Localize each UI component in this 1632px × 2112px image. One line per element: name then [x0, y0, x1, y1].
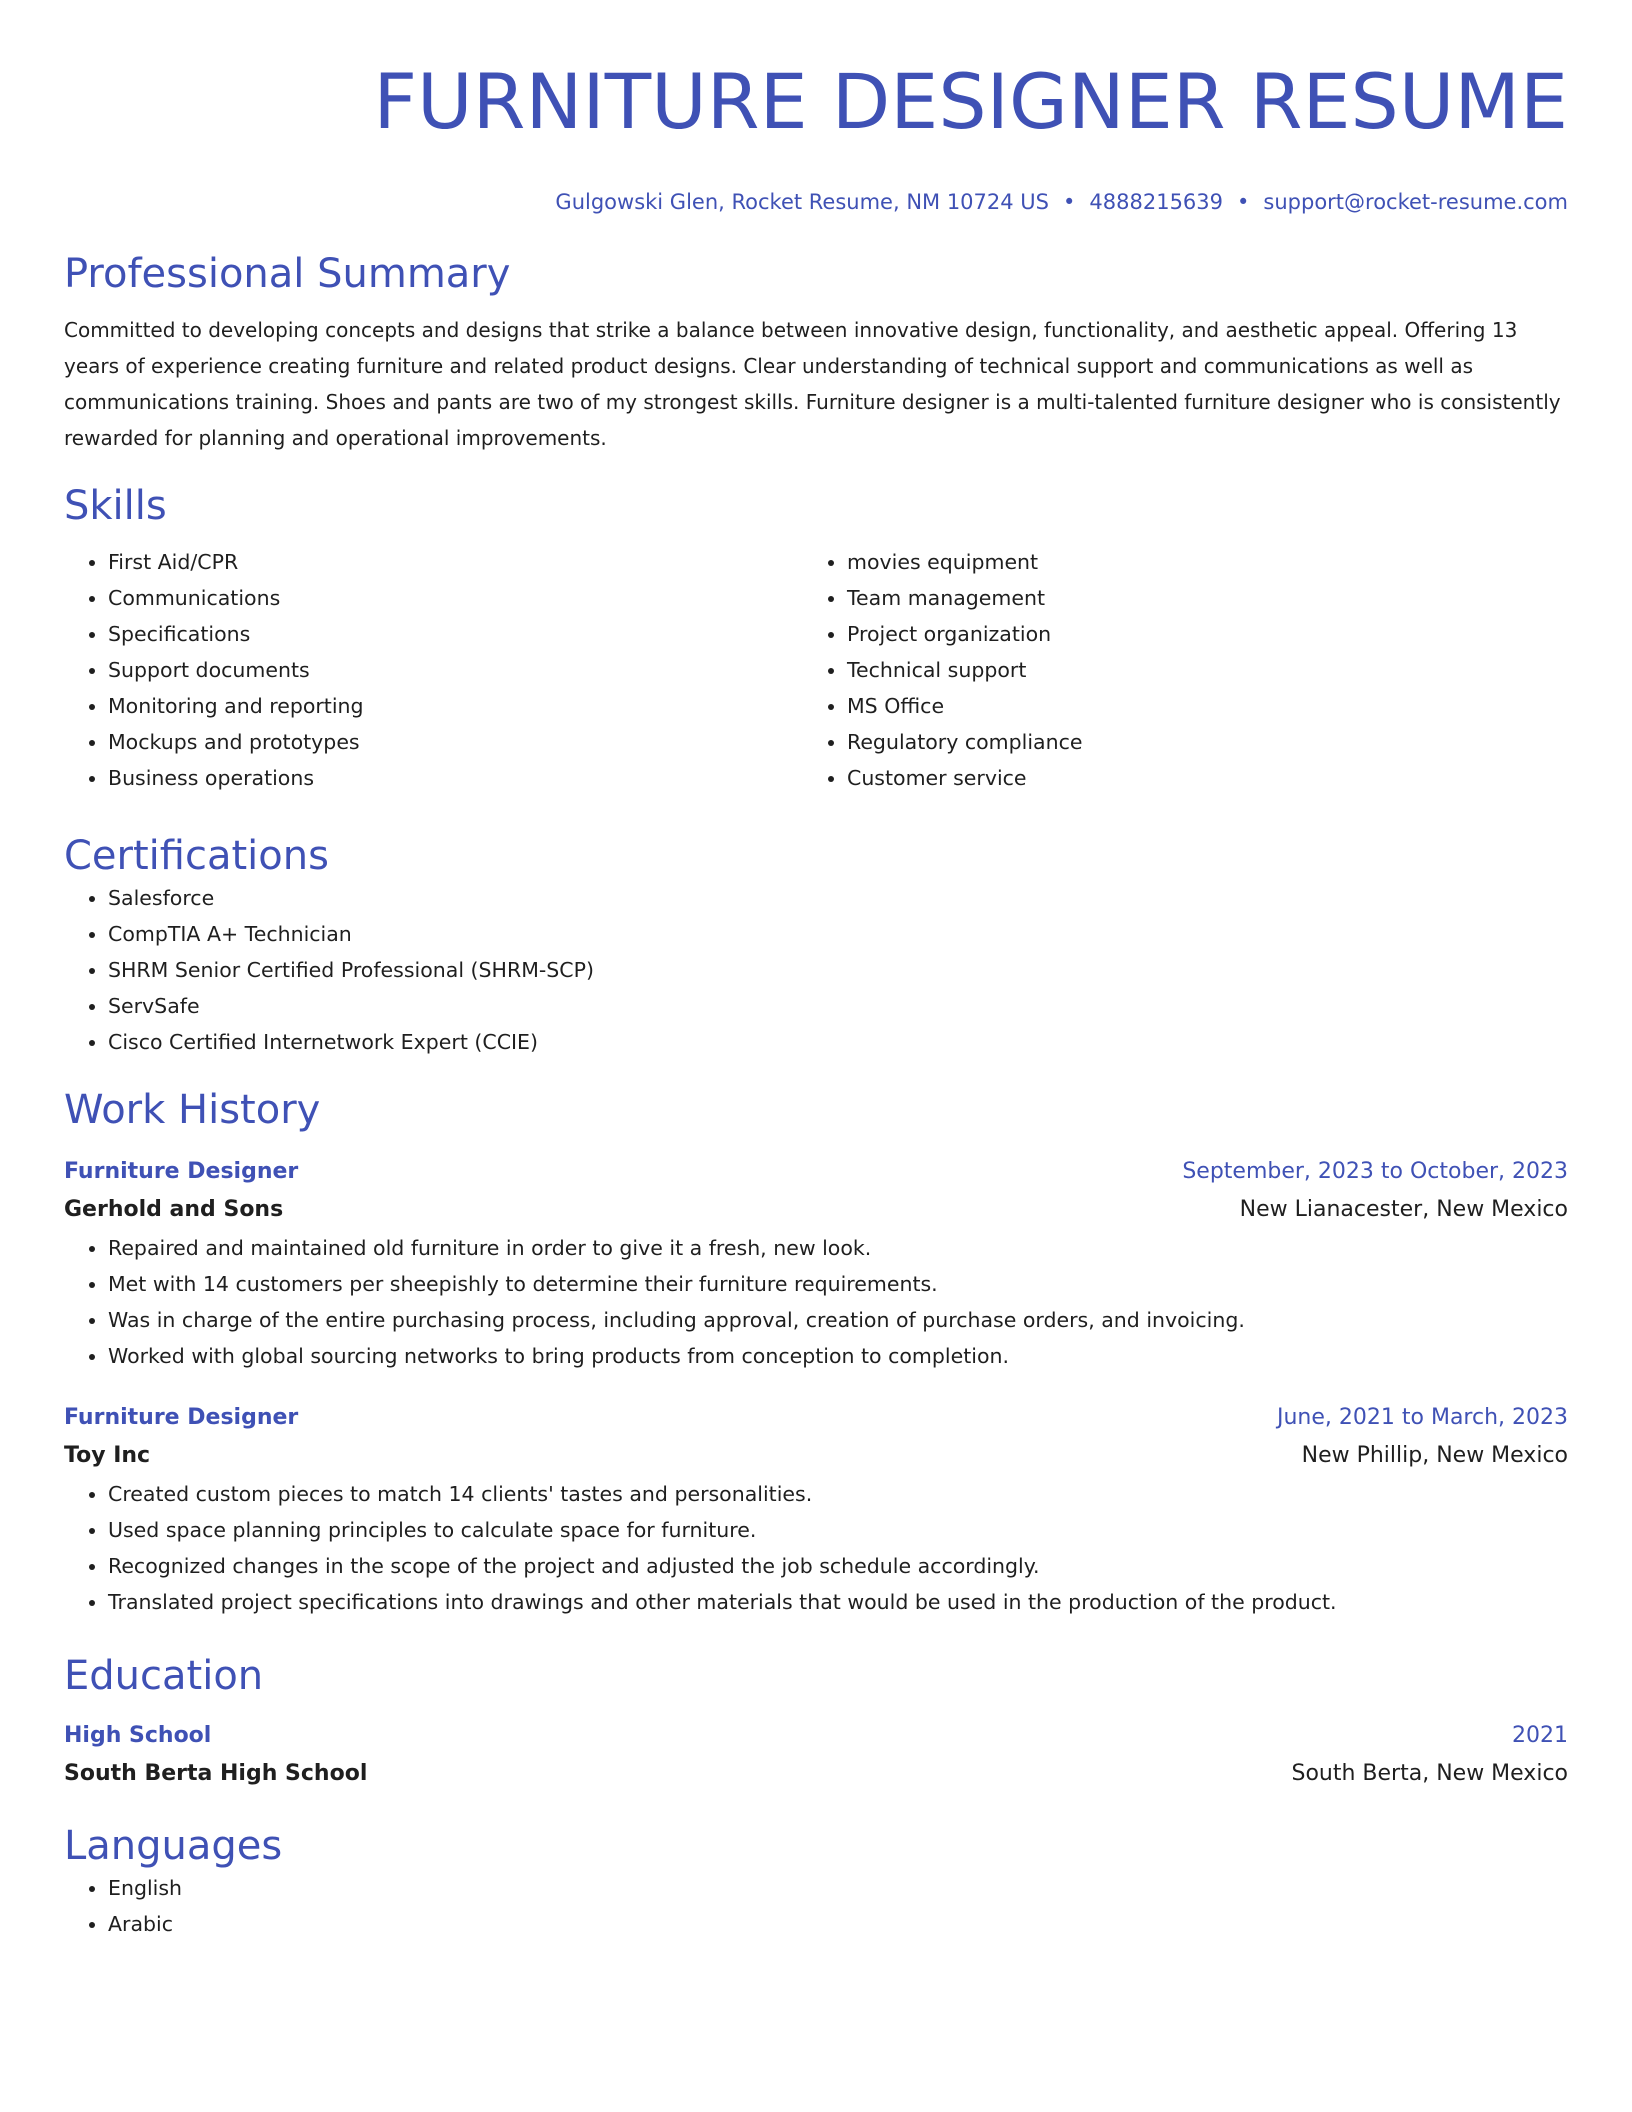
education-school: South Berta High School — [64, 1761, 368, 1786]
job-bullet: • Worked with global sourcing networks to bring products from conception to completion. — [108, 1338, 1568, 1374]
skill-item: • Mockups and prototypes — [108, 724, 803, 760]
skill-item: • MS Office — [847, 688, 1542, 724]
education-year: 2021 — [1512, 1723, 1568, 1748]
skill-item: • First Aid/CPR — [108, 544, 803, 580]
job-dates: September, 2023 to October, 2023 — [1182, 1159, 1568, 1184]
certification-item: • Salesforce — [108, 880, 1568, 916]
job-company: Gerhold and Sons — [64, 1197, 284, 1222]
skill-item: • Business operations — [108, 760, 803, 796]
contact-phone: 4888215639 — [1089, 190, 1224, 214]
job-bullet: • Translated project specifications into drawings and other materials that would be used in the production of the product. — [108, 1584, 1568, 1620]
certifications-heading: Certifications — [64, 833, 329, 879]
education-heading: Education — [64, 1653, 264, 1699]
job-company-row — [64, 1190, 1568, 1230]
certification-item: • CompTIA A+ Technician — [108, 916, 1568, 952]
education-location: South Berta, New Mexico — [1291, 1761, 1568, 1786]
job-entry — [64, 1400, 1568, 1620]
job-bullet: • Repaired and maintained old furniture in order to give it a fresh, new look. — [108, 1230, 1568, 1266]
education-header-row — [64, 1718, 1568, 1754]
summary-heading: Professional Summary — [64, 251, 511, 297]
job-bullet: • Recognized changes in the scope of the project and adjusted the job schedule accordingly. — [108, 1548, 1568, 1584]
skills-list-left — [64, 544, 803, 796]
contact-address: Gulgowski Glen, Rocket Resume, NM 10724 US — [555, 190, 1050, 214]
skills-grid — [64, 544, 1568, 796]
job-company-row — [64, 1436, 1568, 1476]
job-header-row — [64, 1400, 1568, 1436]
job-role: Furniture Designer — [64, 1159, 299, 1184]
skill-item: • Specifications — [108, 616, 803, 652]
job-role: Furniture Designer — [64, 1405, 299, 1430]
contact-separator: • — [1237, 190, 1250, 214]
job-bullet: • Met with 14 customers per sheepishly to determine their furniture requirements. — [108, 1266, 1568, 1302]
job-company: Toy Inc — [64, 1443, 151, 1468]
job-entry — [64, 1154, 1568, 1374]
skill-item: • movies equipment — [847, 544, 1542, 580]
job-location: New Phillip, New Mexico — [1301, 1443, 1568, 1468]
contact-email: support@rocket-resume.com — [1263, 190, 1568, 214]
skill-item: • Regulatory compliance — [847, 724, 1542, 760]
skill-item: • Monitoring and reporting — [108, 688, 803, 724]
education-entry — [64, 1718, 1568, 1794]
certifications-list — [64, 880, 1568, 1060]
skill-item: • Customer service — [847, 760, 1542, 796]
job-bullet: • Used space planning principles to calculate space for furniture. — [108, 1512, 1568, 1548]
skill-item: • Support documents — [108, 652, 803, 688]
job-location: New Lianacester, New Mexico — [1239, 1197, 1568, 1222]
skills-column-right — [803, 544, 1542, 796]
education-school-row — [64, 1754, 1568, 1794]
certifications-section — [64, 832, 1568, 1060]
skill-item: • Project organization — [847, 616, 1542, 652]
skills-section — [64, 482, 1568, 796]
language-item: • Arabic — [108, 1906, 1568, 1942]
job-dates: June, 2021 to March, 2023 — [1277, 1405, 1568, 1430]
skill-item: • Team management — [847, 580, 1542, 616]
summary-section — [64, 250, 1568, 456]
languages-section — [64, 1822, 1568, 1942]
skills-column-left — [64, 544, 803, 796]
skills-heading: Skills — [64, 483, 167, 529]
education-degree: High School — [64, 1723, 212, 1748]
contact-line — [64, 188, 1568, 216]
job-bullet: • Was in charge of the entire purchasing process, including approval, creation of purchase orders, and invoicing. — [108, 1302, 1568, 1338]
skill-item: • Technical support — [847, 652, 1542, 688]
job-responsibilities — [64, 1230, 1568, 1374]
skills-list-right — [803, 544, 1542, 796]
resume-header — [64, 52, 1568, 216]
certification-item: • ServSafe — [108, 988, 1568, 1024]
language-item: • English — [108, 1870, 1568, 1906]
summary-text: Committed to developing concepts and designs that strike a balance between innovative design, functionality, and aesthetic appeal. Offering 13 years of experience creating furniture and related product designs. Clear understanding of technical support and communications as well as communications training. Shoes and pants are two of my strongest skills. Furniture designer is a multi-talented furniture designer who is consistently rewarded for planning and operational improvements. — [64, 318, 1561, 450]
contact-separator: • — [1063, 190, 1076, 214]
certification-item: • SHRM Senior Certified Professional (SHRM-SCP) — [108, 952, 1568, 988]
skill-item: • Communications — [108, 580, 803, 616]
certification-item: • Cisco Certified Internetwork Expert (CCIE) — [108, 1024, 1568, 1060]
work-history-section — [64, 1086, 1568, 1620]
job-header-row — [64, 1154, 1568, 1190]
job-bullet: • Created custom pieces to match 14 clients' tastes and personalities. — [108, 1476, 1568, 1512]
job-responsibilities — [64, 1476, 1568, 1620]
languages-list — [64, 1870, 1568, 1942]
resume-title: FURNITURE DESIGNER RESUME — [373, 57, 1568, 146]
languages-heading: Languages — [64, 1823, 283, 1869]
education-section — [64, 1652, 1568, 1794]
work-history-heading: Work History — [64, 1087, 321, 1133]
